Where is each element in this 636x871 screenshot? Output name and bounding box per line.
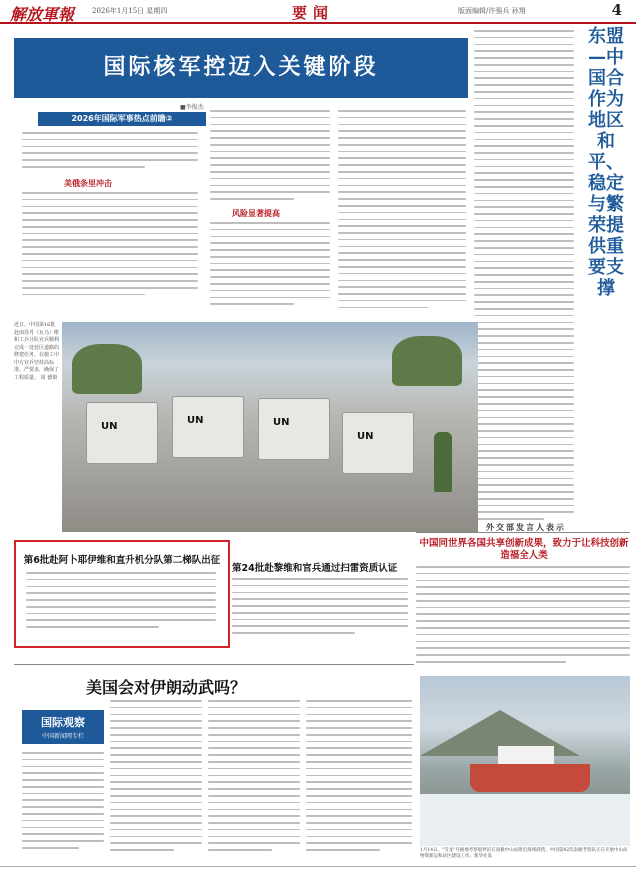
story-1-box [14, 540, 230, 648]
iran-column-2 [110, 700, 202, 856]
right-article-kicker: 外交部发言人表示 [486, 522, 566, 532]
antarctic-ship-photo [420, 676, 630, 846]
story-2-body [232, 578, 408, 639]
sidebar-vertical-title: 东盟—中国合作为地区和平、稳定与繁荣提供重要支撑 [588, 26, 624, 299]
main-article-byline: ■李俊杰 [180, 104, 204, 111]
photo-1-caption-text: 近日，中国第16批赴南苏丹（瓦乌）维和工兵分队官兵顺利完成一处营区道路的修建任务，在施工中中方官兵坚持高标准、严要求，确保了工程质量。 [14, 322, 60, 381]
sea-ice [420, 794, 630, 846]
right-article-column [474, 30, 574, 525]
section-head-1: 美俄条里冲击 [64, 179, 112, 188]
article-column-3 [338, 110, 466, 313]
story-2-title: 第24批赴黎维和官兵通过扫雷资质认证 [232, 563, 398, 574]
un-truck: UN [258, 398, 330, 460]
photo-1-caption [14, 322, 60, 382]
section-head-2: 风险显著提高 [232, 209, 280, 218]
photo-soldier [434, 432, 452, 492]
article-column-1 [22, 132, 198, 173]
iran-article-title: 美国会对伊朗动武吗？ [86, 678, 247, 697]
article-column-2b [210, 222, 330, 310]
newspaper-logo: 解放軍報 [10, 5, 75, 24]
page-editors: 版面编辑/许强兵 孙翔 [458, 7, 526, 15]
right-article-headline: 中国同世界各国共享创新成果，致力于让科技创新造福全人类 [419, 538, 629, 561]
right-article-body [416, 566, 630, 668]
icebreaker-ship [470, 764, 590, 792]
article-column-1b [22, 192, 198, 301]
photo-tree [392, 336, 462, 386]
main-article-banner [14, 38, 468, 98]
masthead [0, 0, 636, 24]
international-observer-badge [22, 710, 104, 744]
iran-column-3 [208, 700, 300, 856]
iran-column-4 [306, 700, 412, 856]
main-article-title: 国际核军控迈入关键阶段 [103, 55, 379, 80]
article-column-2 [210, 110, 330, 205]
observer-subtitle: 中国新闻网专栏 [41, 733, 84, 740]
photo-2-caption: 1月14日，"雪龙"号极地考察船停泊在南极中山站附近海域卸货。中国第42次南极考察队正在开展中山站物资卸运和站区建设工作。新华社发 [420, 848, 628, 859]
section-title: 要闻 [292, 4, 335, 22]
peacekeeping-photo [62, 322, 478, 532]
divider [14, 664, 414, 665]
issue-date: 2026年1月15日 星期四 [92, 7, 168, 15]
photo-tree [72, 344, 142, 394]
ship-superstructure [498, 746, 554, 766]
story-1-title: 第6批赴阿卜耶伊维和直升机分队第二梯队出征 [23, 555, 221, 566]
story-1-body [26, 572, 216, 633]
page-number: 4 [611, 1, 622, 19]
series-subhead: 2026年国际军事热点前瞻② [38, 112, 206, 126]
photo-1-credit: 周 德摄 [40, 374, 58, 381]
un-truck: UN [172, 396, 244, 458]
un-truck: UN [86, 402, 158, 464]
iran-column-1 [22, 752, 104, 854]
observer-title: 国际观察 [41, 716, 85, 729]
un-truck: UN [342, 412, 414, 474]
footer-rule [0, 866, 636, 867]
